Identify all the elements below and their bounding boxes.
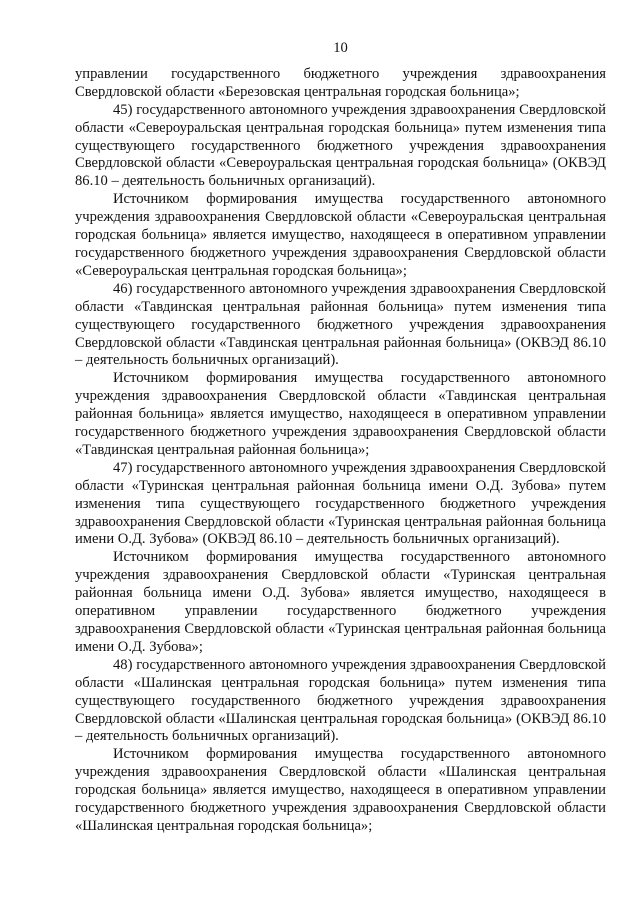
page-number: 10	[333, 40, 348, 56]
paragraph-item-48: 48) государственного автономного учреждения здравоохранения Свердловской области «Шалинская центральная городская больница» путем изменения типа существующего государственного бюджетного учреждения здравоохранения Свердловской области «Шалинская центральная городская больница» (ОКВЭД 86.10 – деятельность больничных организаций).	[75, 656, 606, 745]
paragraph-item-45: 45) государственного автономного учреждения здравоохранения Свердловской области «Североуральская центральная городская больница» путем изменения типа существующего государственного бюджетного учреждения здравоохранения Свердловской области «Североуральская центральная городская больница» (ОКВЭД 86.10 – деятельность больничных организаций).	[75, 101, 606, 190]
paragraph-item-46: 46) государственного автономного учреждения здравоохранения Свердловской области «Тавдинская центральная районная больница» путем изменения типа существующего государственного бюджетного учреждения здравоохранения Свердловской области «Тавдинская центральная районная больница» (ОКВЭД 86.10 – деятельность больничных организаций).	[75, 280, 606, 369]
document-page	[75, 40, 606, 836]
paragraph-source-46: Источником формирования имущества государственного автономного учреждения здравоохранения Свердловской области «Тавдинская центральная районная больница» является имущество, находящееся в оперативном управлении государственного бюджетного учреждения здравоохранения Свердловской области «Тавдинская центральная районная больница»;	[75, 370, 606, 458]
paragraph-source-47: Источником формирования имущества государственного автономного учреждения здравоохранения Свердловской области «Туринская центральная районная больница имени О.Д. Зубова» является имущество, находящееся в оперативном управлении государственного бюджетного учреждения здравоохранения Свердловской области «Туринская центральная районная больница имени О.Д. Зубова»;	[75, 549, 606, 655]
paragraph-item-47: 47) государственного автономного учреждения здравоохранения Свердловской области «Туринская центральная районная больница имени О.Д. Зубова» путем изменения типа существующего государственного бюджетного учреждения здравоохранения Свердловской области «Туринская центральная районная больница имени О.Д. Зубова» (ОКВЭД 86.10 – деятельность больничных организаций).	[75, 459, 606, 548]
paragraph-continuation: управлении государственного бюджетного учреждения здравоохранения Свердловской области «Березовская центральная городская больница»;	[75, 65, 606, 100]
paragraph-source-48: Источником формирования имущества государственного автономного учреждения здравоохранения Свердловской области «Шалинская центральная городская больница» является имущество, находящееся в оперативном управлении государственного бюджетного учреждения здравоохранения Свердловской области «Шалинская центральная городская больница»;	[75, 746, 606, 834]
paragraph-source-45: Источником формирования имущества государственного автономного учреждения здравоохранения Свердловской области «Североуральская центральная городская больница» является имущество, находящееся в оперативном управлении государственного бюджетного учреждения здравоохранения Свердловской области «Североуральская центральная городская больница»;	[75, 191, 606, 279]
